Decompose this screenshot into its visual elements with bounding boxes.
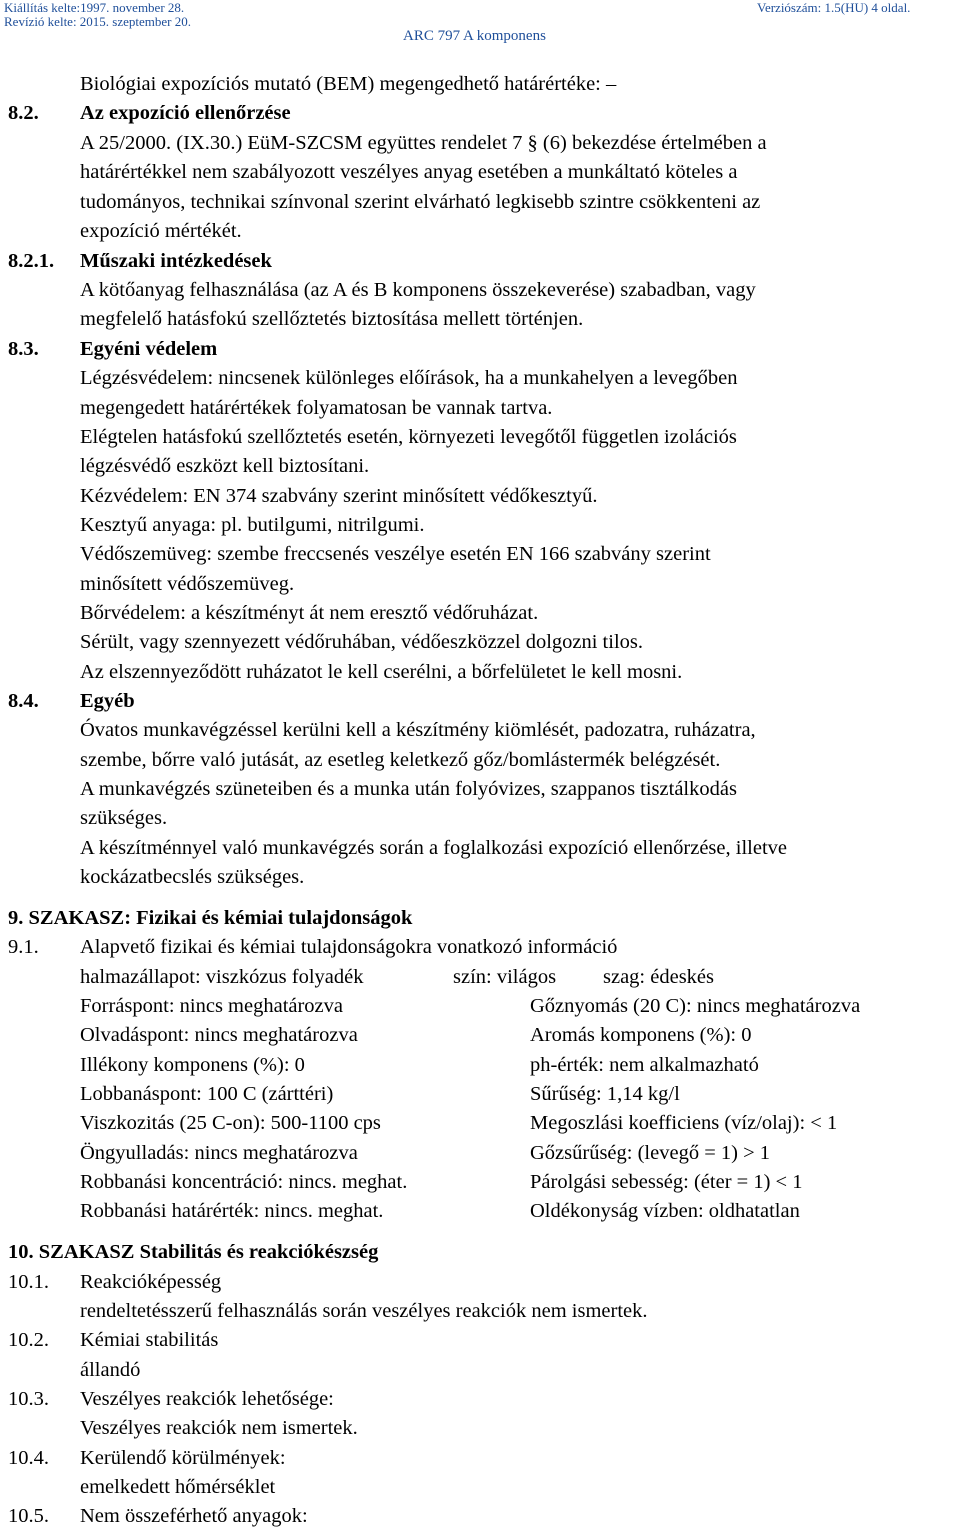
property-right: Gőznyomás (20 C): nincs meghatározva (530, 995, 861, 1017)
paragraph-line: Bőrvédelem: a készítményt át nem eresztő védőruházat. (80, 602, 539, 624)
heading-8-2-1-title: Műszaki intézkedések (80, 250, 272, 272)
subsection-number: 10.1. (8, 1271, 49, 1293)
subsection-text: rendeltetésszerű felhasználás során veszélyes reakciók nem ismertek. (80, 1300, 648, 1322)
paragraph-line: határértékkel nem szabályozott veszélyes anyag esetében a munkáltató köteles a (80, 161, 738, 183)
property-left: Robbanási koncentráció: nincs. meghat. (80, 1171, 408, 1193)
property-left: Lobbanáspont: 100 C (zárttéri) (80, 1083, 334, 1105)
property-right: Megoszlási koefficiens (víz/olaj): < 1 (530, 1112, 838, 1134)
odor-property: szag: édeskés (603, 966, 714, 988)
heading-8-3-title: Egyéni védelem (80, 338, 218, 360)
paragraph-line: megengedett határértékek folyamatosan be vannak tartva. (80, 397, 553, 419)
issue-date: Kiállítás kelte:1997. november 28. (4, 0, 185, 15)
property-right: ph-érték: nem alkalmazható (530, 1054, 759, 1076)
section-9-title: 9. SZAKASZ: Fizikai és kémiai tulajdonságok (8, 907, 413, 929)
heading-8-3-number: 8.3. (8, 338, 39, 360)
property-right: Aromás komponens (%): 0 (530, 1024, 752, 1046)
paragraph-line: Az elszennyeződött ruházatot le kell cserélni, a bőrfelületet le kell mosni. (80, 661, 683, 683)
subsection-title: Kémiai stabilitás (80, 1329, 219, 1351)
paragraph-line: szembe, bőrre való jutását, az esetleg keletkező gőz/bomlástermék belégzését. (80, 749, 721, 771)
paragraph-line: kockázatbecslés szükséges. (80, 866, 305, 888)
paragraph-line: szükséges. (80, 807, 168, 829)
revision-date: Revízió kelte: 2015. szeptember 20. (4, 14, 192, 29)
property-left: Viszkozitás (25 C-on): 500-1100 cps (80, 1112, 381, 1134)
color-property: szín: világos (453, 966, 557, 988)
version-info: Verziószám: 1.5(HU) 4 oldal. (757, 0, 911, 15)
paragraph-line: A munkavégzés szüneteiben és a munka után folyóvizes, szappanos tisztálkodás (80, 778, 737, 800)
property-left: Öngyulladás: nincs meghatározva (80, 1142, 358, 1164)
property-left: Forráspont: nincs meghatározva (80, 995, 344, 1017)
document-title: ARC 797 A komponens (403, 28, 546, 44)
paragraph-line: Kézvédelem: EN 374 szabvány szerint minősített védőkesztyű. (80, 485, 598, 507)
bem-limit: Biológiai expozíciós mutató (BEM) megengedhető határértéke: – (80, 73, 617, 95)
paragraph-line: minősített védőszemüveg. (80, 573, 295, 595)
subsection-text: állandó (80, 1359, 141, 1381)
paragraph-line: A 25/2000. (IX.30.) EüM-SZCSM együttes rendelet 7 § (6) bekezdése értelmében a (80, 132, 767, 154)
paragraph-line: Sérült, vagy szennyezett védőruhában, védőeszközzel dolgozni tilos. (80, 631, 643, 653)
paragraph-line: A készítménnyel való munkavégzés során a foglalkozási expozíció ellenőrzése, illetve (80, 837, 787, 859)
subsection-text: emelkedett hőmérséklet (80, 1476, 276, 1498)
paragraph-line: megfelelő hatásfokú szellőztetés biztosítása mellett történjen. (80, 308, 584, 330)
paragraph-line: Kesztyű anyaga: pl. butilgumi, nitrilgumi. (80, 514, 425, 536)
property-left: Olvadáspont: nincs meghatározva (80, 1024, 358, 1046)
paragraph-line: Óvatos munkavégzéssel kerülni kell a készítmény kiömlését, padozatra, ruházatra, (80, 719, 756, 741)
property-left: Robbanási határérték: nincs. meghat. (80, 1200, 384, 1222)
subsection-text: Veszélyes reakciók nem ismertek. (80, 1417, 358, 1439)
heading-9-1-number: 9.1. (8, 936, 39, 958)
subsection-number: 10.5. (8, 1505, 49, 1527)
subsection-number: 10.4. (8, 1447, 49, 1469)
paragraph-line: Elégtelen hatásfokú szellőztetés esetén, környezeti levegőtől független izolációs (80, 426, 737, 448)
subsection-title: Kerülendő körülmények: (80, 1447, 286, 1469)
heading-8-2-1-number: 8.2.1. (8, 250, 55, 272)
property-left: Illékony komponens (%): 0 (80, 1054, 305, 1076)
subsection-title: Nem összeférhető anyagok: (80, 1505, 308, 1527)
heading-8-4-title: Egyéb (80, 690, 135, 712)
subsection-title: Reakcióképesség (80, 1271, 222, 1293)
property-right: Sűrűség: 1,14 kg/l (530, 1083, 680, 1105)
paragraph-line: A kötőanyag felhasználása (az A és B komponens összekeverése) szabadban, vagy (80, 279, 756, 301)
subsection-number: 10.3. (8, 1388, 49, 1410)
paragraph-line: tudományos, technikai színvonal szerint elvárható legkisebb szintre csökkenteni az (80, 191, 761, 213)
physical-state: halmazállapot: viszkózus folyadék (80, 966, 364, 988)
heading-8-2-number: 8.2. (8, 102, 39, 124)
property-right: Oldékonyság vízben: oldhatatlan (530, 1200, 800, 1222)
paragraph-line: expozíció mértékét. (80, 220, 242, 242)
subsection-title: Veszélyes reakciók lehetősége: (80, 1388, 334, 1410)
heading-8-4-number: 8.4. (8, 690, 39, 712)
section-10-title: 10. SZAKASZ Stabilitás és reakciókészség (8, 1241, 379, 1263)
paragraph-line: légzésvédő eszközt kell biztosítani. (80, 455, 370, 477)
heading-9-1-title: Alapvető fizikai és kémiai tulajdonságokra vonatkozó információ (80, 936, 618, 958)
subsection-number: 10.2. (8, 1329, 49, 1351)
heading-8-2-title: Az expozíció ellenőrzése (80, 102, 291, 124)
paragraph-line: Védőszemüveg: szembe freccsenés veszélye esetén EN 166 szabvány szerint (80, 543, 711, 565)
property-right: Párolgási sebesség: (éter = 1) < 1 (530, 1171, 803, 1193)
property-right: Gőzsűrűség: (levegő = 1) > 1 (530, 1142, 771, 1164)
paragraph-line: Légzésvédelem: nincsenek különleges előírások, ha a munkahelyen a levegőben (80, 367, 738, 389)
